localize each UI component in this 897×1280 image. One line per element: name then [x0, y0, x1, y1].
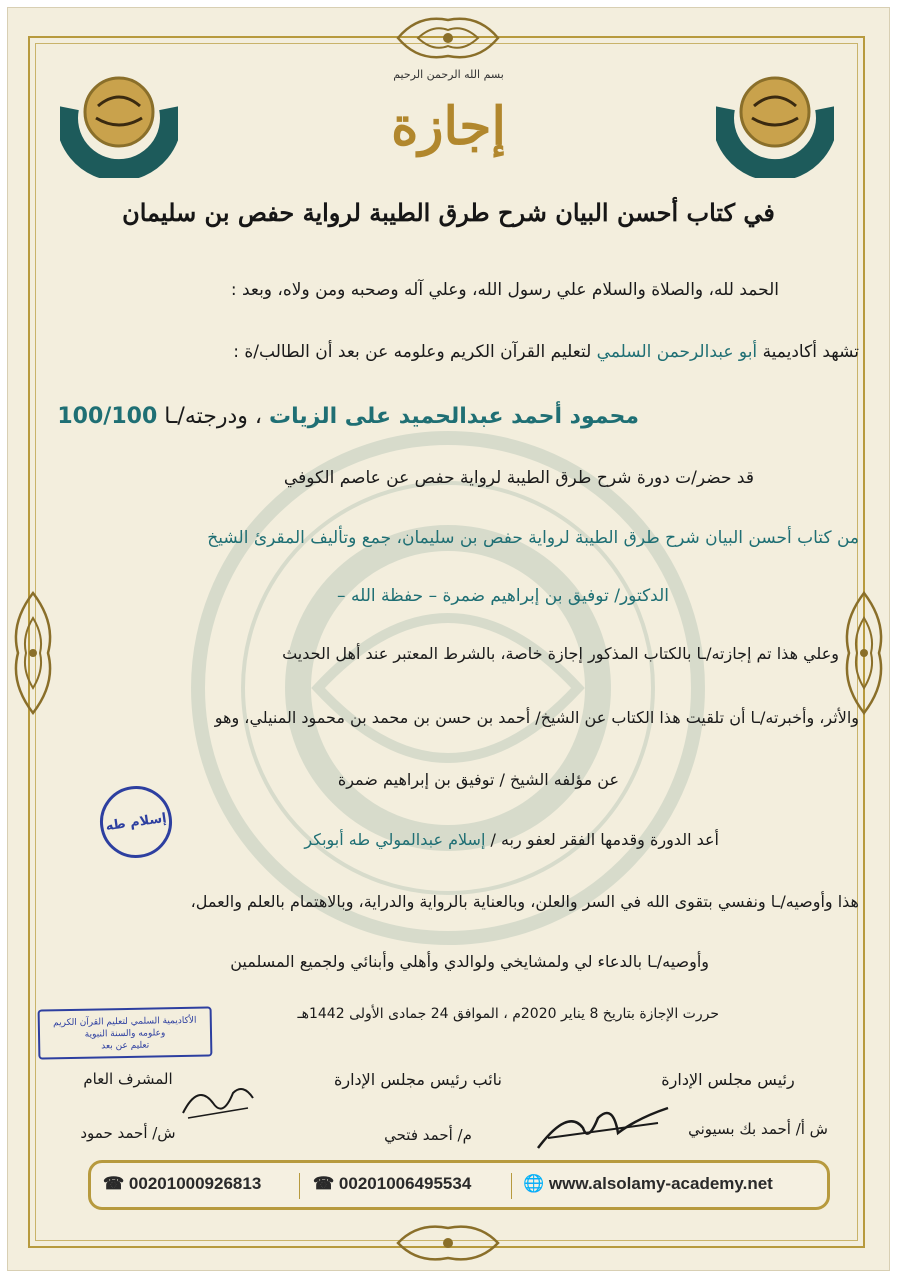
certificate-title: إجازة — [391, 96, 506, 157]
book-reference: من كتاب أحسن البيان شرح طرق الطيبة لرواية حفص بن سليمان، جمع وتأليف المقرئ الشيخ — [207, 528, 859, 548]
academy-name: أبو عبدالرحمن السلمي — [596, 342, 758, 362]
personal-seal: إسلام طه — [95, 781, 176, 862]
grade-value: 100/100 — [57, 404, 158, 429]
phone-number-2: 00201006495534 — [338, 1174, 472, 1193]
presenter-prefix: أعد الدورة وقدمها الفقر لعفو ربه / — [490, 830, 719, 849]
supervisor-title: المشرف العام — [83, 1070, 173, 1088]
phone-icon: ☎ — [313, 1174, 335, 1193]
contact-bar — [88, 1160, 830, 1210]
stamp-line-1: الأكاديمية السلمي لتعليم القرآن الكريم — [53, 1015, 197, 1029]
student-line — [57, 404, 639, 429]
chairman-signature-mark — [528, 1098, 678, 1158]
declaration-suffix: لتعليم القرآن الكريم وعلومه عن بعد أن الطالب/ة : — [233, 342, 592, 362]
footer-divider — [299, 1173, 300, 1199]
vice-chairman-name-block — [328, 1126, 528, 1144]
globe-icon: 🌐 — [523, 1174, 545, 1193]
website-link[interactable] — [523, 1174, 773, 1194]
issue-date: حررت الإجازة بتاريخ 8 يناير 2020م ، الموافق 24 جمادى الأولى 1442هـ — [297, 1006, 719, 1022]
presenter-name: إسلام عبدالمولي طه أبوبكر — [304, 830, 486, 849]
student-name: محمود أحمد عبدالحميد على الزيات — [269, 404, 639, 429]
chairman-title: رئيس مجلس الإدارة — [661, 1070, 795, 1089]
vice-chairman-name: م/ أحمد فتحي — [384, 1126, 472, 1144]
supervisor-signature-mark — [178, 1078, 258, 1128]
website-url: www.alsolamy-academy.net — [548, 1174, 773, 1193]
course-attended: قد حضر/ت دورة شرح طرق الطيبة لرواية حفص عن عاصم الكوفي — [283, 468, 754, 488]
phone-contact-2[interactable] — [313, 1174, 471, 1194]
chain-statement: والأثر، وأخبرته/ـا أن تلقيت هذا الكتاب عن الشيخ/ أحمد بن حسن بن محمد بن محمود المنيلي، وهو — [214, 708, 859, 727]
vice-chairman-signature — [308, 1070, 528, 1089]
academy-stamp — [38, 1006, 213, 1059]
bottom-ornament — [388, 1218, 508, 1268]
stamp-line-2: وعلومه والسنة النبوية — [84, 1028, 166, 1040]
phone-number-1: 00201000926813 — [128, 1174, 262, 1193]
chairman-name: ش أ/ أحمد بك بسيوني — [688, 1120, 828, 1138]
supervisor-name-block — [68, 1124, 188, 1142]
vice-chairman-title: نائب رئيس مجلس الإدارة — [334, 1070, 502, 1089]
declaration-prefix: تشهد أكاديمية — [762, 342, 859, 362]
course-presenter — [304, 830, 719, 849]
basmala: بسم الله الرحمن الرحيم — [393, 68, 504, 81]
license-statement: وعلي هذا تم إجازته/ـا بالكتاب المذكور إجازة خاصة، بالشرط المعتبر عند أهل الحديث — [282, 644, 839, 663]
certificate-page — [8, 8, 889, 1270]
grade-label: ، ودرجته/ـا — [164, 404, 262, 429]
supervisor-signature — [68, 1070, 188, 1088]
chairman-signature — [628, 1070, 828, 1089]
author-name: الدكتور/ توفيق بن إبراهيم ضمرة – حفظة الله – — [337, 586, 669, 606]
advice-statement: هذا وأوصيه/ـا ونفسي بتقوى الله في السر والعلن، وبالعناية بالرواية والدراية، وبالاهتمام بالعلم والعمل، — [190, 892, 859, 911]
top-ornament — [388, 10, 508, 66]
phone-contact-1[interactable] — [103, 1174, 261, 1194]
certificate-subtitle: في كتاب أحسن البيان شرح طرق الطيبة لرواية حفص بن سليمان — [122, 198, 775, 227]
academy-declaration — [233, 342, 859, 362]
left-ornament — [8, 588, 58, 718]
watermark-emblem — [118, 428, 778, 948]
stamp-line-3: تعليم عن بعد — [101, 1040, 150, 1052]
supervisor-name: ش/ أحمد حمود — [80, 1124, 176, 1142]
phone-icon: ☎ — [103, 1174, 125, 1193]
right-ornament — [839, 588, 889, 718]
chain-author: عن مؤلفه الشيخ / توفيق بن إبراهيم ضمرة — [337, 770, 619, 789]
footer-divider — [511, 1173, 512, 1199]
opening-praise: الحمد لله، والصلاة والسلام علي رسول الله، وعلي آله وصحبه ومن ولاه، وبعد : — [230, 280, 779, 300]
prayer-request: وأوصيه/ـا بالدعاء لي ولمشايخي ولوالدي وأهلي وأبنائي ولجميع المسلمين — [230, 952, 709, 971]
